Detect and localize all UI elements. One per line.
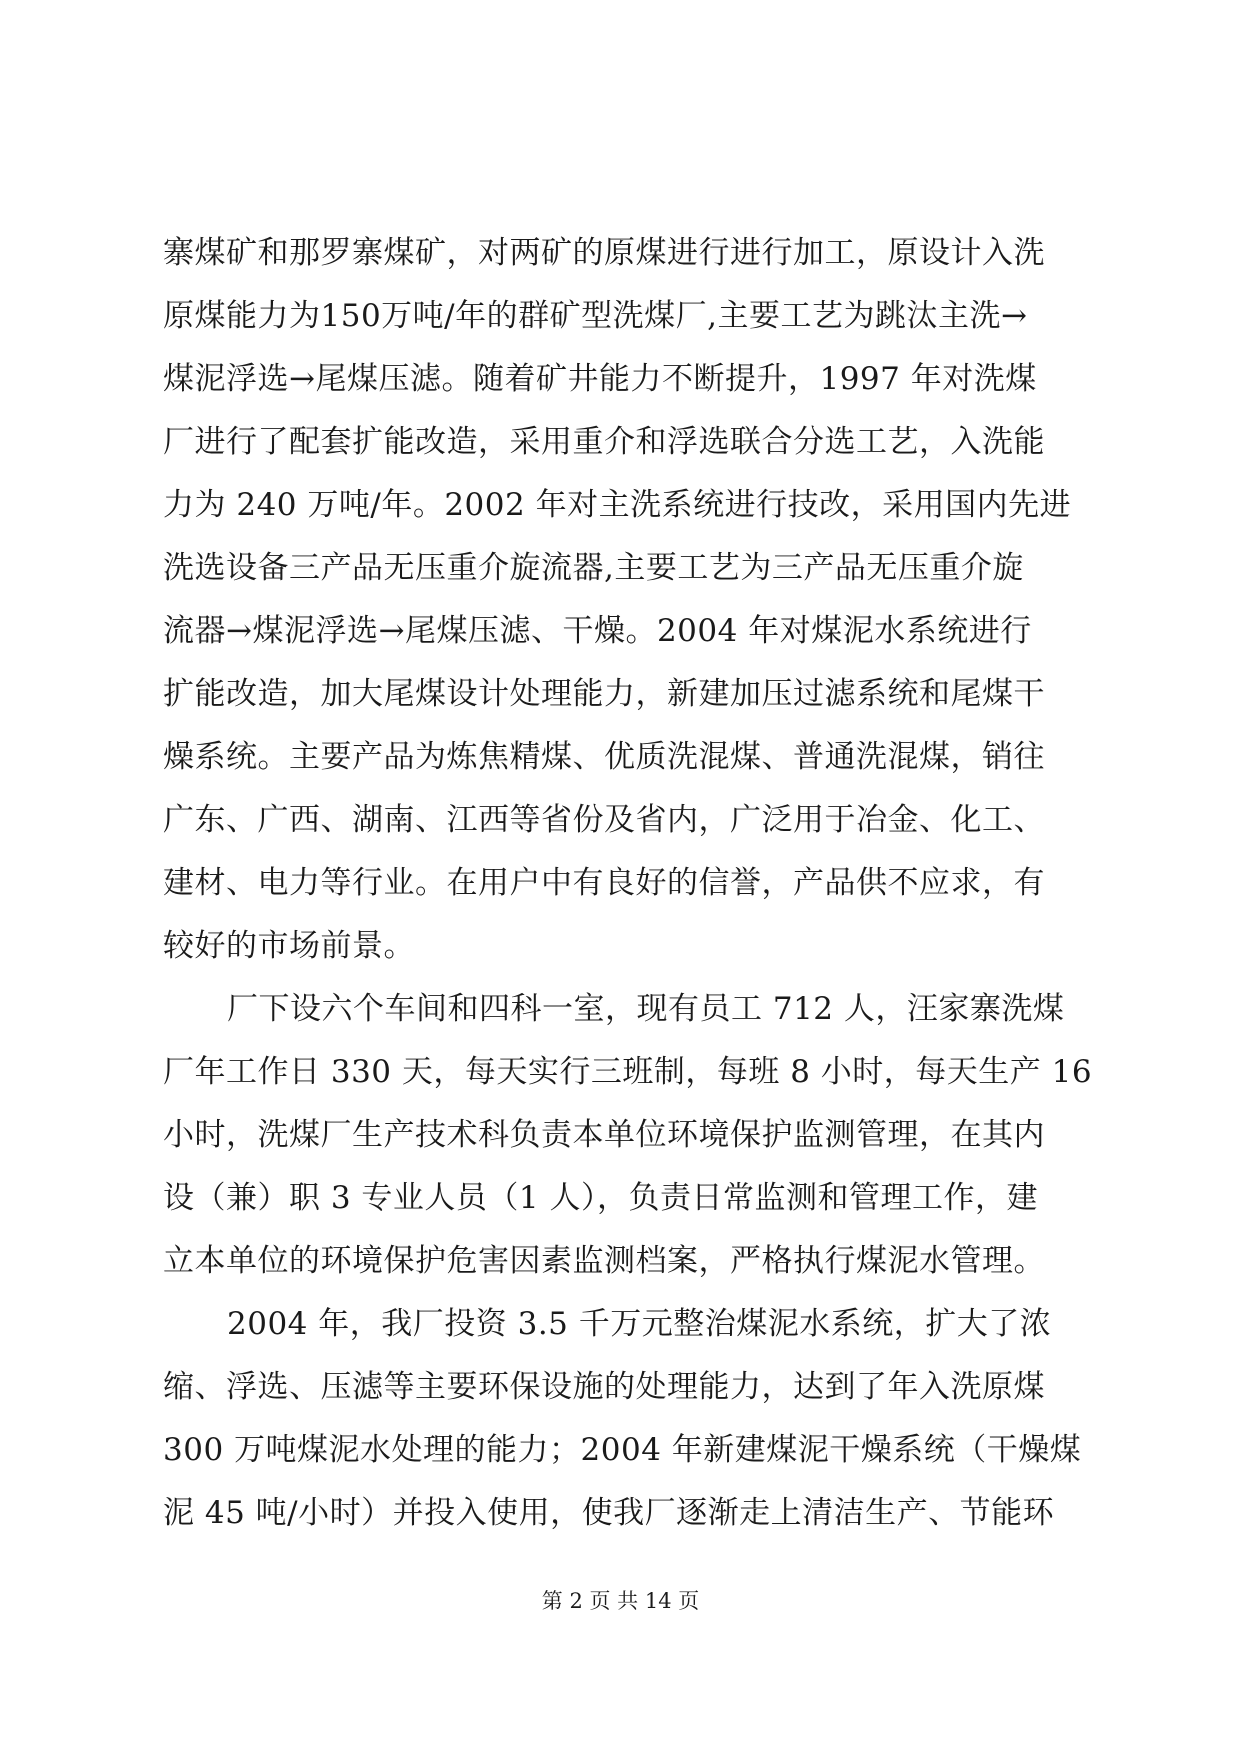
text-line: 立本单位的环境保护危害因素监测档案，严格执行煤泥水管理。 [163, 1243, 1045, 1279]
text-line: 较好的市场前景。 [163, 928, 415, 964]
text-line: 洗选设备三产品无压重介旋流器,主要工艺为三产品无压重介旋 [163, 550, 1024, 586]
text-line: 建材、电力等行业。在用户中有良好的信誉，产品供不应求，有 [163, 865, 1045, 901]
text-line: 力为 240 万吨/年。2002 年对主洗系统进行技改，采用国内先进 [163, 487, 1072, 523]
text-line: 原煤能力为150万吨/年的群矿型洗煤厂,主要工艺为跳汰主洗→ [163, 298, 1028, 334]
paragraph-first-line: 厂下设六个车间和四科一室，现有员工 712 人，汪家寨洗煤 [227, 991, 1065, 1027]
text-line: 广东、广西、湖南、江西等省份及省内，广泛用于冶金、化工、 [163, 802, 1045, 838]
paragraph-first-line: 2004 年，我厂投资 3.5 千万元整治煤泥水系统，扩大了浓 [227, 1306, 1052, 1342]
text-line: 扩能改造，加大尾煤设计处理能力，新建加压过滤系统和尾煤干 [163, 676, 1045, 712]
text-line: 燥系统。主要产品为炼焦精煤、优质洗混煤、普通洗混煤，销往 [163, 739, 1045, 775]
text-line: 寨煤矿和那罗寨煤矿，对两矿的原煤进行进行加工，原设计入洗 [163, 235, 1045, 271]
text-line: 流器→煤泥浮选→尾煤压滤、干燥。2004 年对煤泥水系统进行 [163, 613, 1032, 649]
text-line: 300 万吨煤泥水处理的能力；2004 年新建煤泥干燥系统（干燥煤 [163, 1432, 1082, 1468]
text-line: 厂进行了配套扩能改造，采用重介和浮选联合分选工艺，入洗能 [163, 424, 1045, 460]
text-line: 小时，洗煤厂生产技术科负责本单位环境保护监测管理，在其内 [163, 1117, 1045, 1153]
text-line: 煤泥浮选→尾煤压滤。随着矿井能力不断提升，1997 年对洗煤 [163, 361, 1037, 397]
page-number-footer: 第 2 页 共 14 页 [541, 1589, 700, 1613]
text-line: 泥 45 吨/小时）并投入使用，使我厂逐渐走上清洁生产、节能环 [163, 1495, 1055, 1531]
text-line: 缩、浮选、压滤等主要环保设施的处理能力，达到了年入洗原煤 [163, 1369, 1045, 1405]
body-text [163, 222, 1093, 1545]
text-line: 设（兼）职 3 专业人员（1 人），负责日常监测和管理工作，建 [163, 1180, 1039, 1216]
text-line: 厂年工作日 330 天，每天实行三班制，每班 8 小时，每天生产 16 [163, 1054, 1093, 1090]
